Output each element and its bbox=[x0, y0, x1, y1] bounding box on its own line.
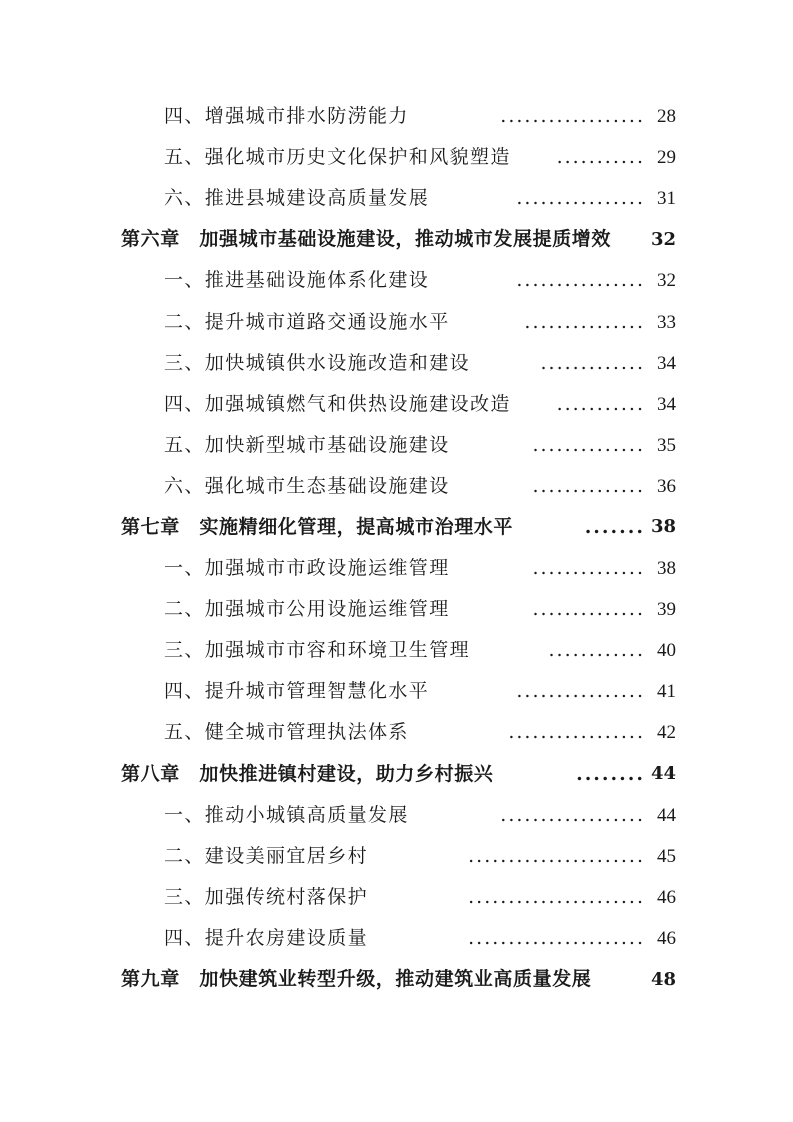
page-number: 38 bbox=[650, 516, 676, 538]
table-of-contents bbox=[0, 96, 793, 1000]
toc-section-entry[interactable] bbox=[0, 466, 793, 507]
page-number: 41 bbox=[657, 681, 676, 703]
dot-leader: ................ bbox=[516, 189, 645, 209]
toc-section-entry[interactable] bbox=[0, 836, 793, 877]
toc-chapter-entry[interactable] bbox=[0, 959, 793, 1000]
toc-section-entry[interactable] bbox=[0, 795, 793, 836]
page-number: 32 bbox=[650, 228, 676, 250]
page-number: 46 bbox=[657, 886, 676, 908]
toc-section-entry[interactable] bbox=[0, 877, 793, 918]
toc-section-entry[interactable] bbox=[0, 671, 793, 712]
chapter-title: 第七章 实施精细化管理，提高城市治理水平 bbox=[121, 515, 514, 538]
page-number: 44 bbox=[657, 804, 676, 826]
dot-leader: ............... bbox=[524, 312, 645, 332]
page-number: 28 bbox=[657, 106, 676, 128]
section-title: 三、加快城镇供水设施改造和建设 bbox=[164, 351, 471, 374]
dot-leader: ........... bbox=[556, 394, 645, 414]
section-title: 三、加强传统村落保护 bbox=[164, 885, 369, 908]
section-title: 一、推动小城镇高质量发展 bbox=[164, 803, 409, 826]
section-title: 四、提升城市管理智慧化水平 bbox=[164, 680, 430, 703]
page-number: 33 bbox=[657, 311, 676, 333]
toc-section-entry[interactable] bbox=[0, 589, 793, 630]
dot-leader: ....... bbox=[584, 517, 645, 537]
page-number: 31 bbox=[657, 188, 676, 210]
section-title: 五、健全城市管理执法体系 bbox=[164, 721, 409, 744]
page-number: 42 bbox=[657, 722, 676, 744]
page-number: 45 bbox=[657, 845, 676, 867]
chapter-title: 第九章 加快建筑业转型升级，推动建筑业高质量发展 bbox=[121, 968, 592, 991]
dot-leader: .............. bbox=[532, 476, 645, 496]
section-title: 三、加强城市市容和环境卫生管理 bbox=[164, 639, 471, 662]
dot-leader: ............. bbox=[540, 353, 645, 373]
page-number: 36 bbox=[657, 475, 676, 497]
dot-leader: ...................... bbox=[468, 887, 645, 907]
toc-section-entry[interactable] bbox=[0, 178, 793, 219]
section-title: 六、强化城市生态基础设施建设 bbox=[164, 474, 450, 497]
section-title: 一、加强城市市政设施运维管理 bbox=[164, 557, 450, 580]
page-number: 44 bbox=[650, 763, 676, 785]
page-number: 39 bbox=[657, 599, 676, 621]
page-number: 34 bbox=[657, 352, 676, 374]
toc-section-entry[interactable] bbox=[0, 425, 793, 466]
section-title: 二、加强城市公用设施运维管理 bbox=[164, 598, 450, 621]
section-title: 四、提升农房建设质量 bbox=[164, 926, 369, 949]
section-title: 五、加快新型城市基础设施建设 bbox=[164, 433, 450, 456]
toc-section-entry[interactable] bbox=[0, 260, 793, 301]
dot-leader: ............ bbox=[548, 641, 645, 661]
page-number: 38 bbox=[657, 558, 676, 580]
section-title: 二、建设美丽宜居乡村 bbox=[164, 844, 369, 867]
dot-leader: ................ bbox=[516, 682, 645, 702]
dot-leader: ................. bbox=[508, 723, 645, 743]
page-number: 35 bbox=[657, 434, 676, 456]
toc-section-entry[interactable] bbox=[0, 343, 793, 384]
page-number: 32 bbox=[657, 270, 676, 292]
page-number: 46 bbox=[657, 927, 676, 949]
toc-section-entry[interactable] bbox=[0, 548, 793, 589]
toc-section-entry[interactable] bbox=[0, 918, 793, 959]
section-title: 四、增强城市排水防涝能力 bbox=[164, 105, 409, 128]
chapter-title: 第六章 加强城市基础设施建设，推动城市发展提质增效 bbox=[121, 228, 612, 251]
dot-leader: .............. bbox=[532, 600, 645, 620]
dot-leader: .................. bbox=[500, 107, 645, 127]
dot-leader: ...................... bbox=[468, 928, 645, 948]
toc-section-entry[interactable] bbox=[0, 301, 793, 342]
chapter-title: 第八章 加快推进镇村建设，助力乡村振兴 bbox=[121, 762, 494, 785]
dot-leader: ................ bbox=[516, 271, 645, 291]
toc-section-entry[interactable] bbox=[0, 137, 793, 178]
toc-section-entry[interactable] bbox=[0, 630, 793, 671]
toc-chapter-entry[interactable] bbox=[0, 219, 793, 260]
dot-leader: .................. bbox=[500, 805, 645, 825]
dot-leader: ........... bbox=[556, 148, 645, 168]
section-title: 五、强化城市历史文化保护和风貌塑造 bbox=[164, 146, 511, 169]
toc-section-entry[interactable] bbox=[0, 712, 793, 753]
dot-leader: ........ bbox=[576, 764, 645, 784]
page-number: 29 bbox=[657, 147, 676, 169]
toc-section-entry[interactable] bbox=[0, 96, 793, 137]
section-title: 二、提升城市道路交通设施水平 bbox=[164, 310, 450, 333]
dot-leader: .............. bbox=[532, 559, 645, 579]
toc-chapter-entry[interactable] bbox=[0, 754, 793, 795]
page-number: 34 bbox=[657, 393, 676, 415]
dot-leader: .............. bbox=[532, 435, 645, 455]
section-title: 四、加强城镇燃气和供热设施建设改造 bbox=[164, 392, 511, 415]
toc-chapter-entry[interactable] bbox=[0, 507, 793, 548]
page-number: 48 bbox=[650, 968, 676, 990]
dot-leader: ...................... bbox=[468, 846, 645, 866]
toc-section-entry[interactable] bbox=[0, 384, 793, 425]
page-number: 40 bbox=[657, 640, 676, 662]
section-title: 六、推进县城建设高质量发展 bbox=[164, 187, 430, 210]
section-title: 一、推进基础设施体系化建设 bbox=[164, 269, 430, 292]
